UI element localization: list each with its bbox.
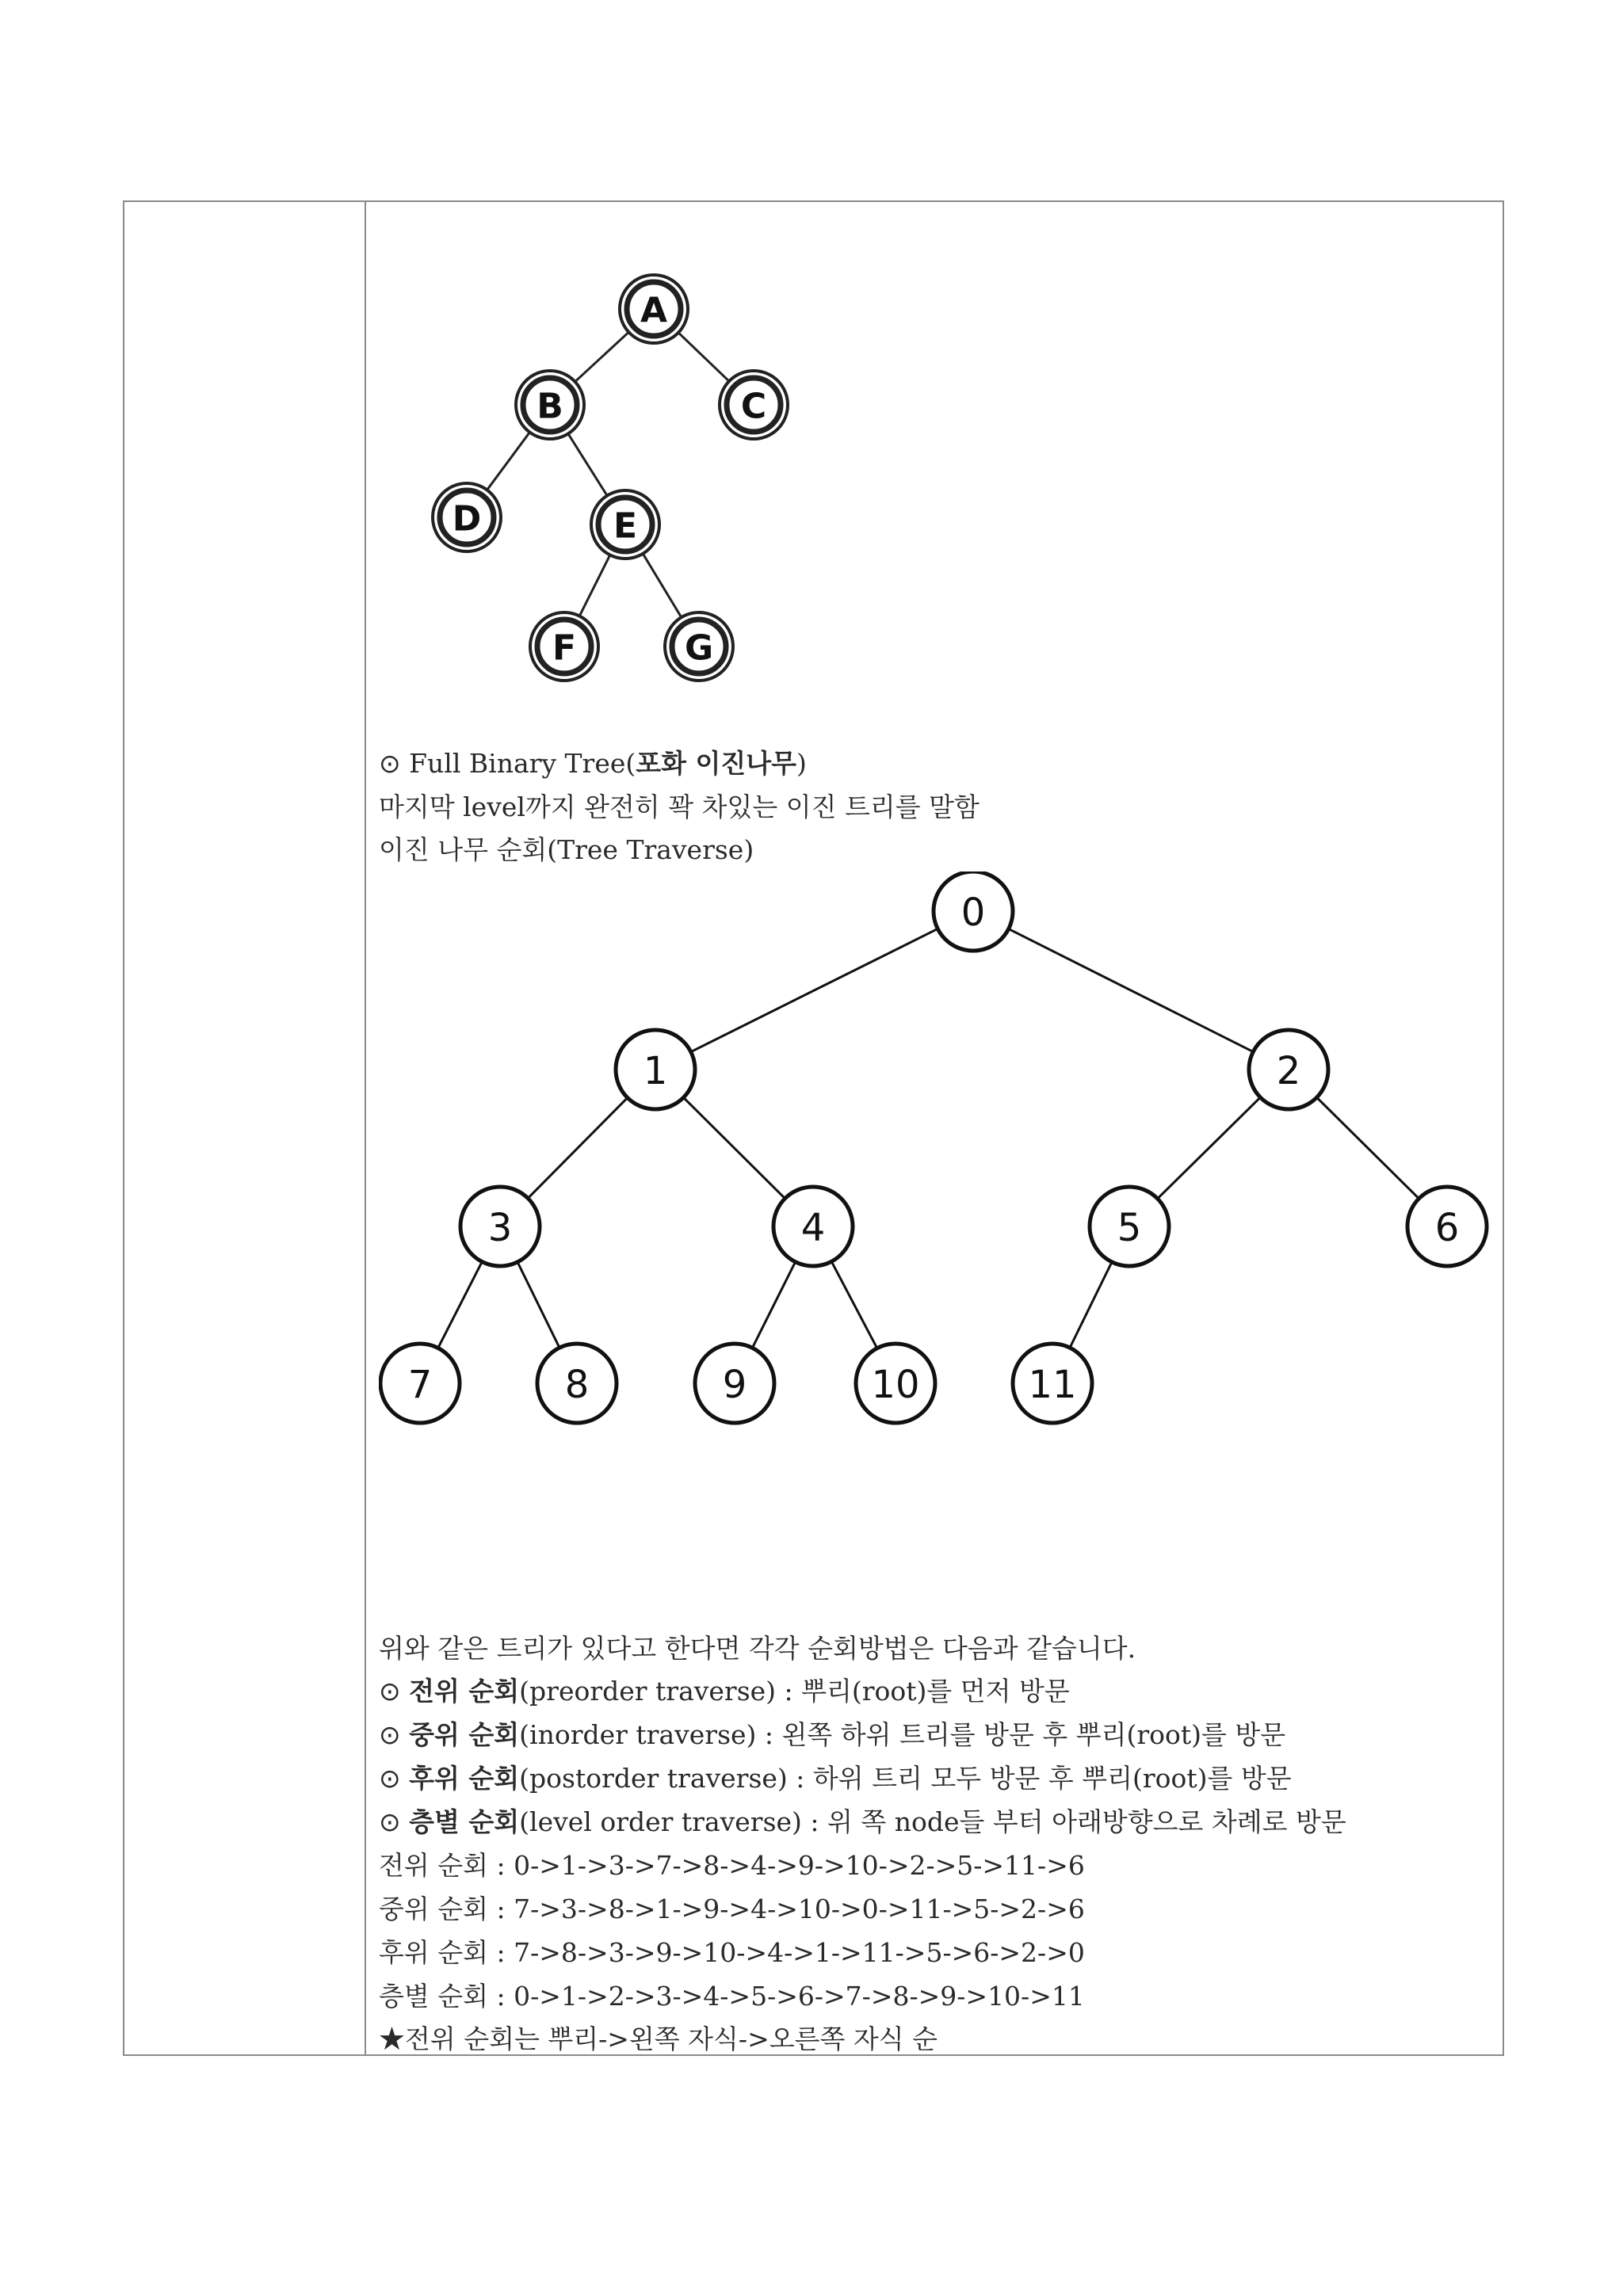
tree-node-label: D (452, 498, 482, 540)
result-postorder: 후위 순회 : 7->8->3->9->10->4->1->11->5->6->2->0 (379, 1937, 1085, 1968)
tree-node-label: 7 (407, 1363, 433, 1407)
tree-node-4 (773, 1187, 853, 1266)
result-levelorder: 층별 순회 : 0->1->2->3->4->5->6->7->8->9->10->11 (379, 1981, 1085, 2012)
preorder-note: ★전위 순회는 뿌리->왼쪽 자식->오른쪽 자식 순 (379, 2023, 938, 2054)
tree-node-G (665, 612, 733, 681)
tree-node-label: 3 (487, 1206, 513, 1250)
method-inorder: ⊙ 중위 순회(inorder traverse) : 왼쪽 하위 트리를 방문 후 뿌리(root)를 방문 (379, 1719, 1286, 1750)
table-left-column (124, 202, 366, 2054)
tree-edge-A-C (678, 333, 729, 381)
method-postorder: ⊙ 후위 순회(postorder traverse) : 하위 트리 모두 방문 후 뿌리(root)를 방문 (379, 1763, 1292, 1794)
tree-edge-2-5 (1158, 1097, 1261, 1199)
tree-edge-0-1 (691, 929, 938, 1051)
tree-node-E (591, 490, 659, 559)
tree-node-F (530, 612, 598, 681)
tree-node-label: 1 (643, 1049, 668, 1093)
tree-node-11 (1013, 1344, 1092, 1423)
full-binary-tree-heading: ⊙ Full Binary Tree(포화 이진나무) (379, 748, 807, 779)
tree-edge-3-8 (517, 1262, 559, 1348)
method-preorder: ⊙ 전위 순회(preorder traverse) : 뿌리(root)를 먼저 방문 (379, 1676, 1070, 1707)
tree-node-3 (460, 1187, 540, 1266)
tree-node-label: E (613, 505, 638, 547)
tree-node-label: C (740, 386, 767, 427)
tree-node-label: 10 (871, 1363, 920, 1407)
definition-text: 마지막 level까지 완전히 꽉 차있는 이진 트리를 말함 (379, 791, 980, 822)
result-inorder: 중위 순회 : 7->3->8->1->9->4->10->0->11->5->2->6 (379, 1894, 1085, 1924)
tree-node-8 (537, 1344, 617, 1423)
tree-node-label: 4 (800, 1206, 826, 1250)
tree-node-2 (1249, 1030, 1328, 1109)
method-levelorder: ⊙ 층별 순회(level order traverse) : 위 쪽 node들 부터 아래방향으로 차례로 방문 (379, 1806, 1346, 1837)
tree-edge-4-9 (752, 1262, 795, 1348)
tree-node-label: A (640, 290, 668, 331)
bullet-icon: ⊙ (379, 1763, 401, 1794)
numbered-tree-diagram (379, 871, 1504, 1466)
tree-node-10 (856, 1344, 935, 1423)
tree-node-label: 9 (722, 1363, 747, 1407)
tree-node-7 (380, 1344, 460, 1423)
tree-node-9 (695, 1344, 774, 1423)
tree-node-6 (1407, 1187, 1487, 1266)
bullet-icon: ⊙ (379, 1806, 401, 1837)
tree-node-label: G (684, 627, 714, 669)
tree-node-label: B (537, 386, 563, 427)
tree-node-label: 11 (1028, 1363, 1077, 1407)
tree-edge-0-2 (1009, 929, 1254, 1051)
tree-edge-5-11 (1070, 1262, 1112, 1348)
tree-node-A (620, 275, 688, 343)
tree-node-5 (1090, 1187, 1169, 1266)
tree-edge-3-7 (438, 1262, 483, 1348)
tree-edge-4-10 (831, 1261, 876, 1348)
tree-node-B (516, 371, 584, 439)
tree-edge-A-B (575, 332, 629, 382)
tree-edge-1-4 (683, 1097, 785, 1198)
result-preorder: 전위 순회 : 0->1->3->7->8->4->9->10->2->5->11->6 (379, 1850, 1085, 1881)
tree-node-label: 5 (1117, 1206, 1142, 1250)
tree-node-label: 6 (1434, 1206, 1460, 1250)
tree-edge-2-6 (1317, 1097, 1419, 1199)
bullet-icon: ⊙ (379, 1676, 401, 1707)
tree-node-1 (616, 1030, 695, 1109)
tree-edge-1-3 (528, 1098, 628, 1199)
tree-node-label: 0 (960, 891, 986, 935)
bullet-icon: ⊙ (379, 748, 401, 779)
tree-node-0 (934, 871, 1013, 951)
tree-edge-B-E (568, 433, 607, 495)
tree-node-label: 2 (1276, 1049, 1301, 1093)
tree-node-label: F (552, 627, 577, 669)
traverse-title: 이진 나무 순회(Tree Traverse) (379, 834, 754, 865)
tree-edge-E-F (579, 555, 610, 616)
binary-tree-diagram-abc (412, 254, 808, 697)
bullet-icon: ⊙ (379, 1719, 401, 1750)
tree-edge-B-D (487, 433, 530, 490)
intro-text: 위와 같은 트리가 있다고 한다면 각각 순회방법은 다음과 같습니다. (379, 1633, 1136, 1664)
tree-edge-E-G (643, 554, 682, 617)
tree-node-D (433, 483, 501, 551)
tree-node-label: 8 (564, 1363, 590, 1407)
tree-node-C (720, 371, 788, 439)
